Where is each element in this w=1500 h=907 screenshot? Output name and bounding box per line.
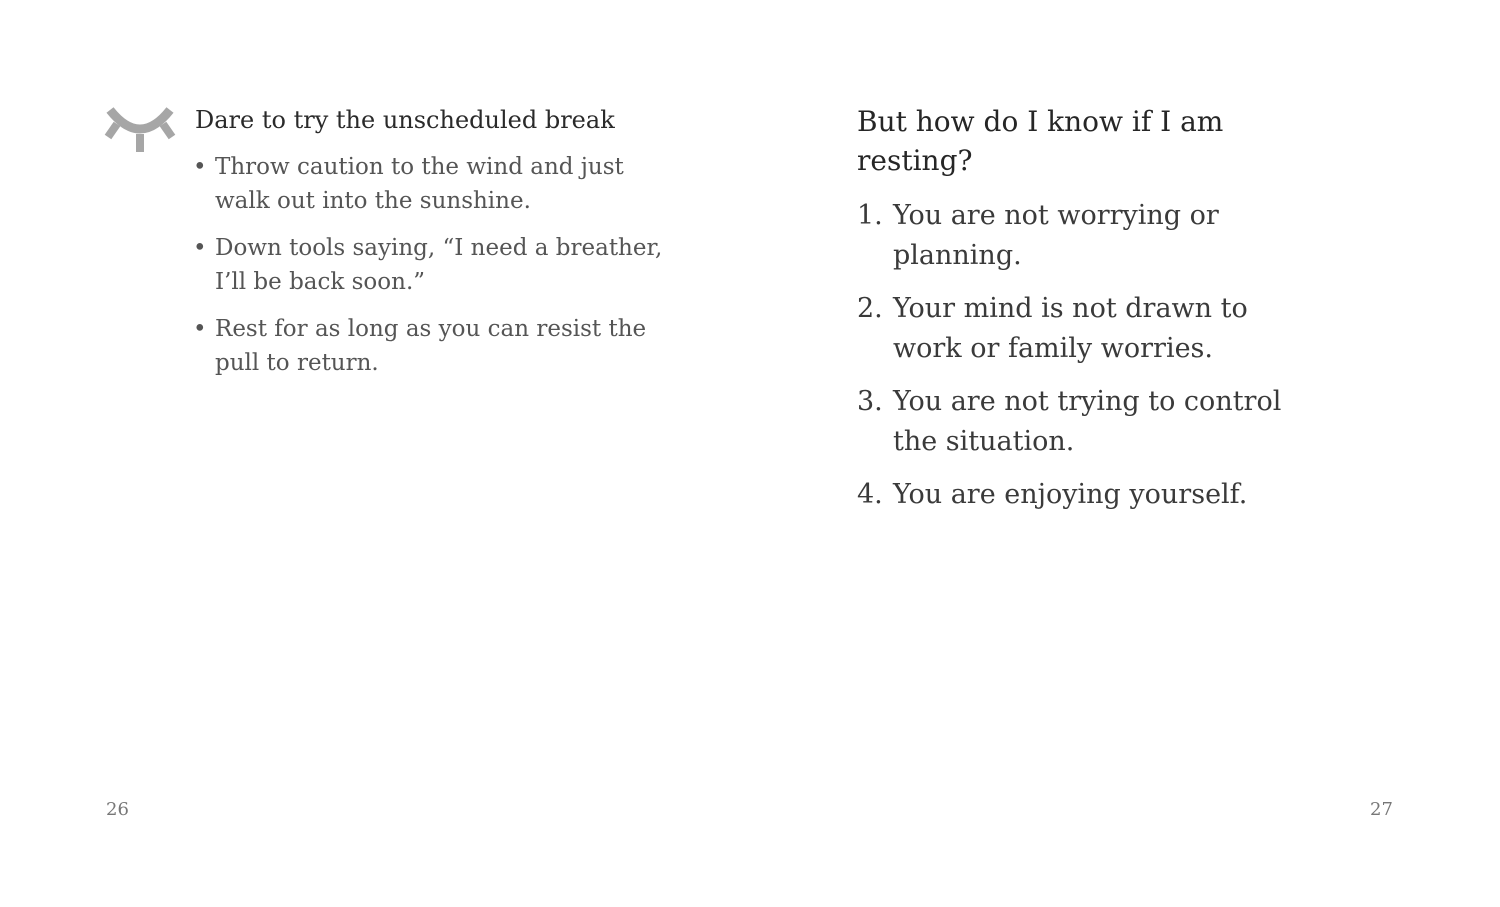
bullet-list: [193, 150, 673, 393]
item-text: Your mind is not drawn to work or family worries.: [893, 293, 1248, 364]
right-page: [750, 0, 1500, 907]
numbered-item: [857, 289, 1317, 369]
closed-eye-icon: [104, 104, 176, 156]
item-text: You are not worrying or planning.: [893, 200, 1219, 271]
numbered-item: [857, 475, 1317, 515]
item-number: 2.: [857, 293, 883, 324]
item-number: 4.: [857, 479, 883, 510]
bullet-marker: •: [193, 154, 207, 180]
bullet-text: Rest for as long as you can resist the pull to return.: [215, 316, 647, 376]
bullet-text: Down tools saying, “I need a breather, I’ll be back soon.”: [215, 235, 663, 295]
page-number: 27: [1370, 799, 1393, 820]
numbered-item: [857, 196, 1317, 276]
item-number: 1.: [857, 200, 883, 231]
numbered-item: [857, 382, 1317, 462]
bullet-marker: •: [193, 235, 207, 261]
bullet-item: [193, 312, 673, 380]
page-heading: But how do I know if I am resting?: [857, 105, 1224, 177]
section-heading: Dare to try the unscheduled break: [195, 106, 615, 134]
bullet-item: [193, 231, 673, 299]
numbered-list: [857, 196, 1317, 528]
item-text: You are enjoying yourself.: [893, 479, 1248, 510]
bullet-marker: •: [193, 316, 207, 342]
item-text: You are not trying to control the situation.: [893, 386, 1282, 457]
item-number: 3.: [857, 386, 883, 417]
page-number: 26: [106, 799, 129, 820]
bullet-text: Throw caution to the wind and just walk out into the sunshine.: [215, 154, 624, 214]
bullet-item: [193, 150, 673, 218]
